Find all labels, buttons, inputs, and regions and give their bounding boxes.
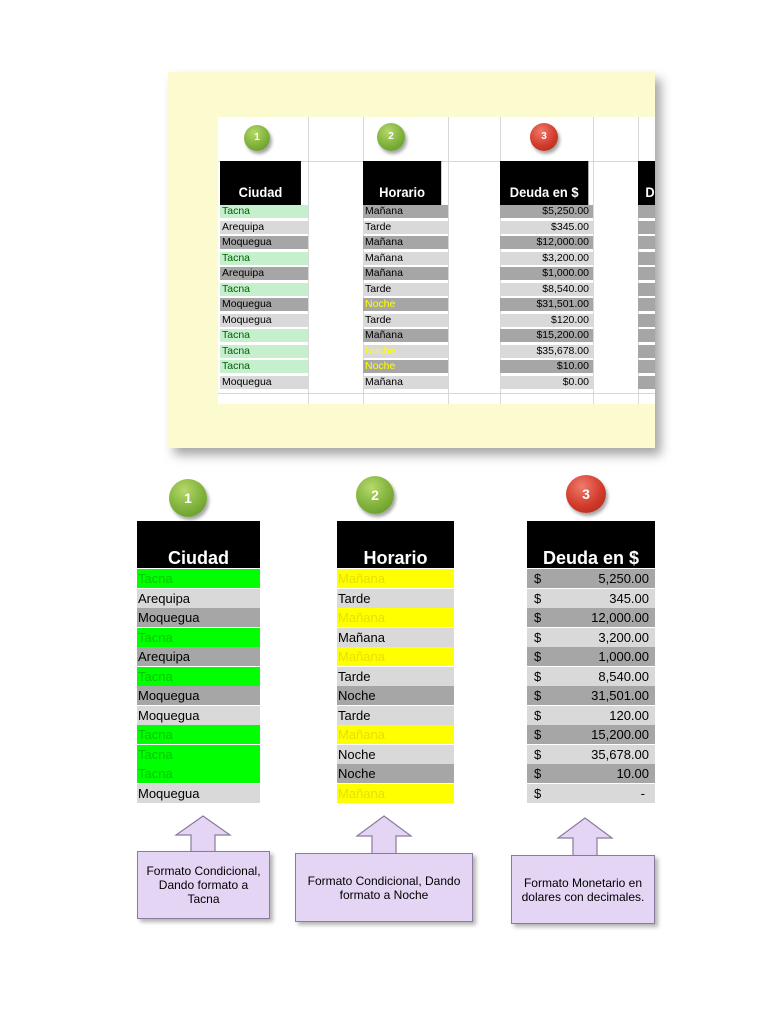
horario-cell: Noche (337, 764, 454, 783)
spreadsheet-grid (218, 117, 655, 404)
small-horario-cell: Tarde (363, 221, 448, 234)
badge-3: 3 (566, 475, 606, 513)
callout-monetario-line1: Formato Monetario en (523, 875, 643, 890)
header-ciudad: Ciudad (137, 521, 260, 568)
header-horario-small: Horario (363, 161, 441, 205)
small-partial-cell (638, 298, 655, 311)
small-horario-cell: Noche (363, 298, 448, 311)
currency-symbol: $ (534, 668, 542, 684)
callout-tacna-line2: Dando formato a Tacna (158, 878, 249, 906)
deuda-cell (527, 745, 655, 764)
small-partial-cell (638, 205, 655, 218)
small-ciudad-cell: Arequipa (220, 221, 308, 234)
up-arrow-1-icon (174, 815, 232, 853)
deuda-amount: 31,501.00 (591, 688, 649, 703)
currency-symbol: $ (534, 571, 542, 586)
deuda-cell (527, 569, 655, 588)
deuda-cell (527, 784, 655, 803)
up-arrow-2-icon (355, 815, 413, 855)
horario-cell: Mañana (337, 647, 454, 666)
ciudad-cell: Tacna (137, 628, 260, 647)
header-deuda: Deuda en $ (527, 521, 655, 568)
small-horario-cell: Mañana (363, 205, 448, 218)
ciudad-cell: Moquegua (137, 784, 260, 803)
spreadsheet-screenshot-panel (168, 72, 655, 448)
deuda-amount: 3,200.00 (598, 629, 649, 645)
small-horario-cell: Noche (363, 345, 448, 358)
header-ciudad-small: Ciudad (220, 161, 301, 205)
horario-cell: Mañana (337, 569, 454, 588)
ciudad-cell: Tacna (137, 569, 260, 588)
horario-cell: Tarde (337, 667, 454, 686)
small-deuda-cell: $8,540.00 (500, 283, 593, 296)
badge-2-small: 2 (377, 123, 405, 151)
callout-noche-line1: Formato Condicional, Dando (307, 873, 461, 888)
small-ciudad-cell: Arequipa (220, 267, 308, 280)
deuda-amount: 5,250.00 (598, 571, 649, 586)
small-ciudad-cell: Tacna (220, 345, 308, 358)
small-partial-cell (638, 267, 655, 280)
currency-symbol: $ (534, 766, 542, 781)
deuda-amount: 10.00 (616, 766, 649, 781)
small-ciudad-cell: Moquegua (220, 298, 308, 311)
horario-cell: Tarde (337, 706, 454, 725)
currency-symbol: $ (534, 629, 542, 645)
ciudad-cell: Arequipa (137, 647, 260, 666)
small-ciudad-cell: Tacna (220, 360, 308, 373)
up-arrow-3-icon (556, 817, 614, 857)
horario-cell: Noche (337, 745, 454, 764)
small-partial-cell (638, 360, 655, 373)
badge-1: 1 (169, 479, 207, 517)
deuda-amount: 8,540.00 (598, 668, 649, 684)
deuda-cell (527, 667, 655, 686)
horario-cell: Mañana (337, 608, 454, 627)
callout-tacna-line1: Formato Condicional, (146, 864, 261, 878)
small-horario-cell: Mañana (363, 236, 448, 249)
currency-symbol: $ (534, 727, 542, 742)
small-partial-cell (638, 376, 655, 389)
small-deuda-cell: $31,501.00 (500, 298, 593, 311)
small-horario-cell: Mañana (363, 376, 448, 389)
currency-symbol: $ (534, 785, 542, 801)
horario-cell: Tarde (337, 589, 454, 608)
ciudad-cell: Tacna (137, 745, 260, 764)
badge-2: 2 (356, 476, 394, 514)
ciudad-cell: Tacna (137, 667, 260, 686)
small-partial-cell (638, 236, 655, 249)
header-d-partial: D (638, 161, 655, 205)
deuda-cell (527, 764, 655, 783)
header-deuda-small: Deuda en $ (500, 161, 588, 205)
small-deuda-cell: $10.00 (500, 360, 593, 373)
small-ciudad-cell: Moquegua (220, 376, 308, 389)
small-deuda-cell: $1,000.00 (500, 267, 593, 280)
small-deuda-cell: $345.00 (500, 221, 593, 234)
small-deuda-cell: $120.00 (500, 314, 593, 327)
small-ciudad-cell: Tacna (220, 252, 308, 265)
ciudad-cell: Moquegua (137, 608, 260, 627)
small-partial-cell (638, 221, 655, 234)
deuda-amount: 35,678.00 (591, 746, 649, 762)
deuda-amount: 15,200.00 (591, 727, 649, 742)
deuda-amount: 345.00 (609, 590, 649, 606)
horario-cell: Noche (337, 686, 454, 705)
ciudad-cell: Arequipa (137, 589, 260, 608)
deuda-amount: 12,000.00 (591, 610, 649, 625)
deuda-amount: - (640, 785, 645, 801)
deuda-cell (527, 589, 655, 608)
deuda-cell (527, 647, 655, 666)
callout-monetario-line2: dolares con decimales. (521, 889, 645, 904)
horario-cell: Mañana (337, 725, 454, 744)
horario-cell: Mañana (337, 784, 454, 803)
small-ciudad-cell: Tacna (220, 205, 308, 218)
deuda-cell (527, 628, 655, 647)
small-ciudad-cell: Moquegua (220, 236, 308, 249)
small-deuda-cell: $12,000.00 (500, 236, 593, 249)
ciudad-cell: Moquegua (137, 686, 260, 705)
small-ciudad-cell: Tacna (220, 283, 308, 296)
deuda-cell (527, 608, 655, 627)
small-horario-cell: Mañana (363, 252, 448, 265)
small-partial-cell (638, 252, 655, 265)
small-deuda-cell: $15,200.00 (500, 329, 593, 342)
small-deuda-cell: $3,200.00 (500, 252, 593, 265)
horario-cell: Mañana (337, 628, 454, 647)
deuda-cell (527, 725, 655, 744)
small-horario-cell: Mañana (363, 267, 448, 280)
small-deuda-cell: $35,678.00 (500, 345, 593, 358)
callout-tacna (137, 851, 270, 919)
header-horario: Horario (337, 521, 454, 568)
badge-3-small: 3 (530, 123, 558, 151)
small-partial-cell (638, 314, 655, 327)
currency-symbol: $ (534, 590, 542, 606)
small-horario-cell: Tarde (363, 314, 448, 327)
small-horario-cell: Noche (363, 360, 448, 373)
deuda-amount: 120.00 (609, 707, 649, 723)
small-horario-cell: Mañana (363, 329, 448, 342)
deuda-amount: 1,000.00 (598, 649, 649, 664)
currency-symbol: $ (534, 707, 542, 723)
small-partial-cell (638, 283, 655, 296)
currency-symbol: $ (534, 610, 542, 625)
deuda-cell (527, 686, 655, 705)
ciudad-cell: Moquegua (137, 706, 260, 725)
currency-symbol: $ (534, 746, 542, 762)
currency-symbol: $ (534, 649, 542, 664)
currency-symbol: $ (534, 688, 542, 703)
deuda-cell (527, 706, 655, 725)
ciudad-cell: Tacna (137, 725, 260, 744)
grid-hline (218, 393, 655, 394)
small-horario-cell: Tarde (363, 283, 448, 296)
callout-noche (295, 853, 473, 922)
callout-monetario (511, 855, 655, 924)
small-partial-cell (638, 329, 655, 342)
ciudad-cell: Tacna (137, 764, 260, 783)
small-ciudad-cell: Moquegua (220, 314, 308, 327)
small-deuda-cell: $5,250.00 (500, 205, 593, 218)
small-partial-cell (638, 345, 655, 358)
callout-noche-line2: formato a Noche (339, 887, 429, 902)
badge-1-small: 1 (244, 125, 270, 151)
small-deuda-cell: $0.00 (500, 376, 593, 389)
small-ciudad-cell: Tacna (220, 329, 308, 342)
